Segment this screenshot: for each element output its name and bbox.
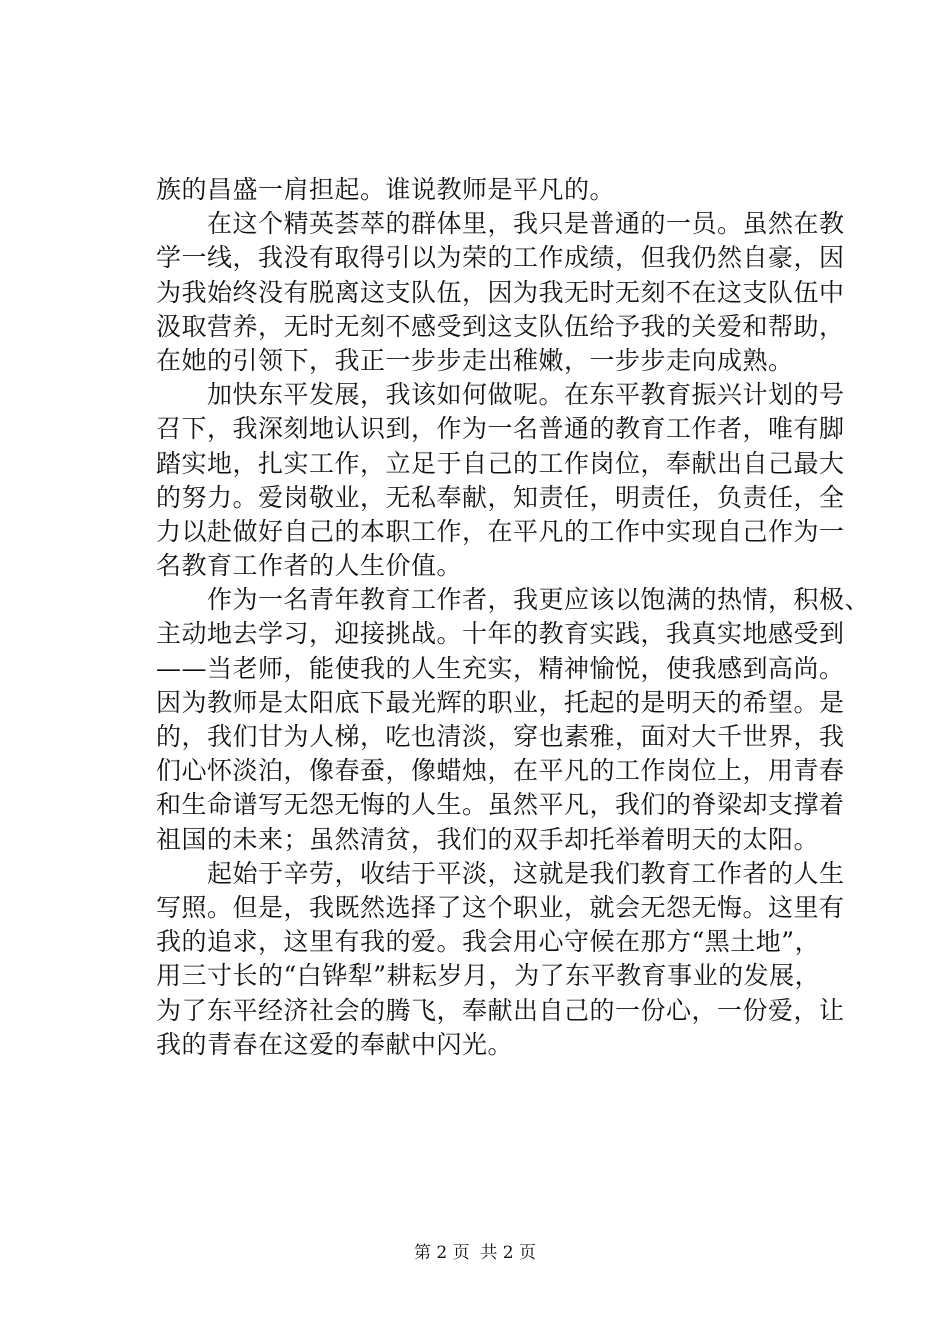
text-line: 们心怀淡泊，像春蚕，像蜡烛，在平凡的工作岗位上，用青春 xyxy=(156,756,845,786)
text-line: 的努力。爱岗敬业，无私奉献，知责任，明责任，负责任，全 xyxy=(156,482,845,512)
text-line: 召下，我深刻地认识到，作为一名普通的教育工作者，唯有脚 xyxy=(156,414,845,444)
text-line: 作为一名青年教育工作者，我更应该以饱满的热情，积极、 xyxy=(156,585,871,615)
text-line: 用三寸长的“白铧犁”耕耘岁月，为了东平教育事业的发展， xyxy=(156,961,821,991)
text-line: 我的青春在这爱的奉献中闪光。 xyxy=(156,1029,514,1059)
text-line: 我的追求，这里有我的爱。我会用心守候在那方“黑土地”， xyxy=(156,927,821,957)
text-line: 学一线，我没有取得引以为荣的工作成绩，但我仍然自豪，因 xyxy=(156,243,845,273)
text-line: ——当老师，能使我的人生充实，精神愉悦，使我感到高尚。 xyxy=(156,653,845,683)
text-line: 族的昌盛一肩担起。谁说教师是平凡的。 xyxy=(156,175,616,204)
text-line: 力以赴做好自己的本职工作，在平凡的工作中实现自己作为一 xyxy=(156,516,845,546)
text-line: 加快东平发展，我该如何做呢。在东平教育振兴计划的号 xyxy=(156,380,845,410)
text-line: 和生命谱写无怨无悔的人生。虽然平凡，我们的脊梁却支撑着 xyxy=(156,790,845,820)
text-line: 为了东平经济社会的腾飞，奉献出自己的一份心，一份爱，让 xyxy=(156,995,845,1025)
text-line: 写照。但是，我既然选择了这个职业，就会无怨无悔。这里有 xyxy=(156,892,845,922)
text-line: 的，我们甘为人梯，吃也清淡，穿也素雅，面对大千世界，我 xyxy=(156,722,845,751)
page-number-footer: 第 2 页 共 2 页 xyxy=(413,1243,537,1263)
text-line: 因为教师是太阳底下最光辉的职业，托起的是明天的希望。是 xyxy=(156,687,845,717)
text-line: 在她的引领下，我正一步步走出稚嫩，一步步走向成熟。 xyxy=(156,345,794,375)
text-line: 名教育工作者的人生价值。 xyxy=(156,551,463,581)
text-line: 祖国的未来；虽然清贫，我们的双手却托举着明天的太阳。 xyxy=(156,824,820,854)
text-line: 起始于辛劳，收结于平淡，这就是我们教育工作者的人生 xyxy=(156,858,845,888)
text-line: 为我始终没有脱离这支队伍，因为我无时无刻不在这支队伍中 xyxy=(156,277,845,307)
text-line: 踏实地，扎实工作，立足于自己的工作岗位，奉献出自己最大 xyxy=(156,448,845,478)
document-body xyxy=(156,173,871,1062)
text-line: 汲取营养，无时无刻不感受到这支队伍给予我的关爱和帮助， xyxy=(156,311,845,341)
text-line: 在这个精英荟萃的群体里，我只是普通的一员。虽然在教 xyxy=(156,209,845,239)
text-line: 主动地去学习，迎接挑战。十年的教育实践，我真实地感受到 xyxy=(156,619,845,649)
